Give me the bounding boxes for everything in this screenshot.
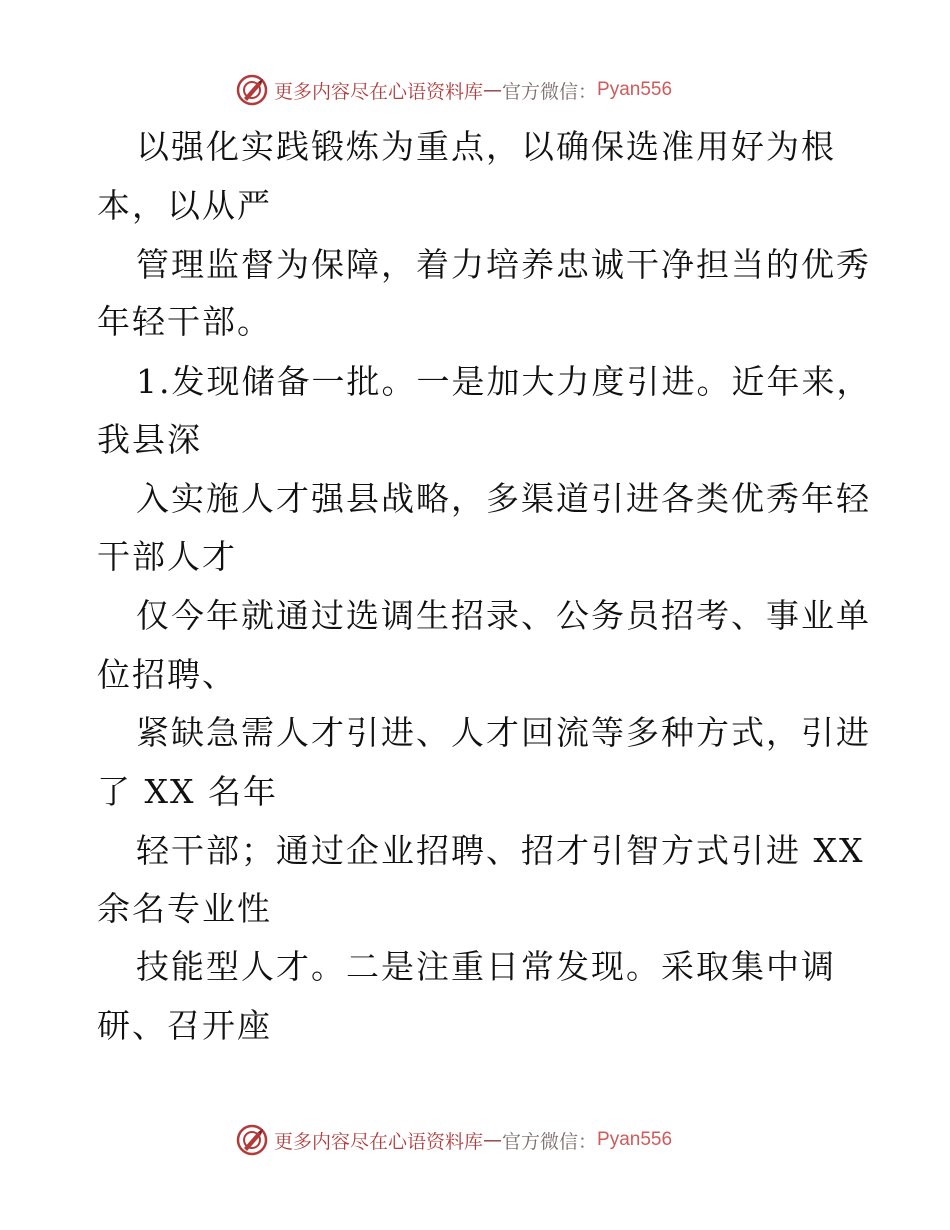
text-line: 本，以从严 — [97, 186, 272, 225]
text-line: 入实施人才强县战略，多渠道引进各类优秀年轻 — [136, 479, 871, 518]
watermark-site-text: 更多内容尽在心语资料库 — [274, 1130, 484, 1153]
logo-icon — [236, 1124, 268, 1156]
text-line: 研、召开座 — [97, 1006, 272, 1045]
watermark-separator: — — [483, 79, 503, 101]
footer-watermark — [236, 1123, 672, 1157]
logo-icon — [236, 74, 268, 106]
text-line: 技能型人才。二是注重日常发现。采取集中调 — [136, 947, 836, 986]
text-line: 轻干部；通过企业招聘、招才引智方式引进 XX — [136, 831, 865, 870]
header-watermark — [236, 73, 672, 107]
watermark-site-text: 更多内容尽在心语资料库 — [274, 80, 484, 103]
watermark-separator: — — [483, 1129, 503, 1151]
text-line: 以强化实践锻炼为重点，以确保选准用好为根 — [136, 127, 836, 166]
watermark-wechat-label: 官方微信： — [502, 1130, 598, 1153]
text-line: 了 XX 名年 — [97, 772, 278, 811]
text-line: 紧缺急需人才引进、人才回流等多种方式，引进 — [136, 713, 871, 752]
watermark-wechat-id: Pyan556 — [597, 79, 673, 100]
text-line: 仅今年就通过选调生招录、公务员招考、事业单 — [136, 596, 871, 635]
text-line: 1.发现储备一批。一是加大力度引进。近年来， — [136, 362, 872, 401]
watermark-wechat-label: 官方微信： — [502, 80, 598, 103]
text-line: 管理监督为保障，着力培养忠诚干净担当的优秀 — [136, 245, 871, 284]
text-line: 干部人才 — [97, 537, 237, 576]
watermark-wechat-id: Pyan556 — [597, 1129, 673, 1150]
text-line: 余名专业性 — [97, 889, 272, 928]
text-line: 位招聘、 — [97, 655, 237, 694]
text-line: 我县深 — [97, 420, 202, 459]
text-line: 年轻干部。 — [97, 302, 272, 341]
